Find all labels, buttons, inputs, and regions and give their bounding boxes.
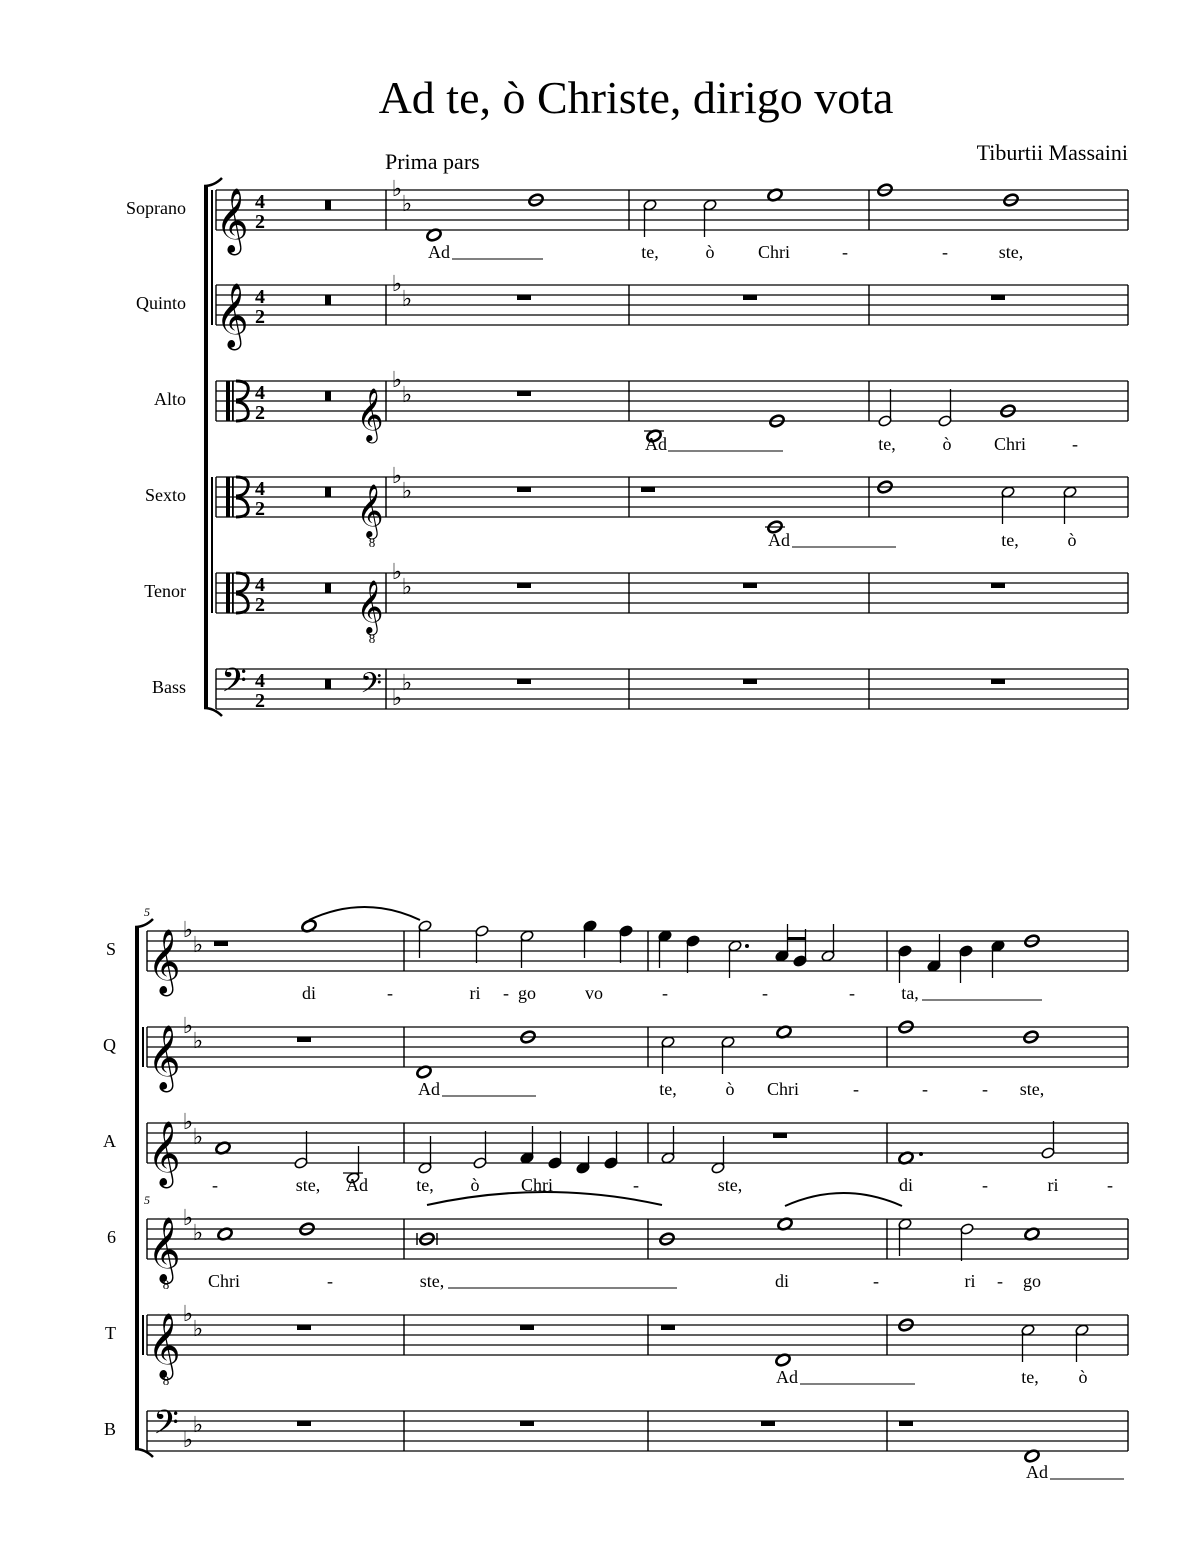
whole-rest [297,1325,311,1330]
lyric-syllable: - [842,242,848,262]
flat-sign: ♭ [192,1316,204,1341]
time-signature: 2 [255,306,265,328]
octave-mark: 8 [368,631,376,646]
flat-sign: ♭ [182,1427,194,1452]
time-signature: 2 [255,402,265,424]
lyric-syllable: ste, [717,1175,743,1195]
lyric-syllable: te, [641,242,659,262]
flat-sign: ♭ [391,367,403,392]
flat-sign: ♭ [182,1013,194,1038]
treble-clef-icon: 𝄞 [215,190,249,252]
system-1 [126,176,1128,716]
whole-rest [641,487,655,492]
lyric-syllable: - [873,1271,879,1291]
voice-label: Bass [151,677,186,697]
whole-rest [214,941,228,946]
composer-name: Tiburtii Massaini [976,140,1128,165]
flat-sign: ♭ [401,478,413,503]
whole-rest [517,583,531,588]
treble-clef-icon: 𝄞 [147,1123,181,1185]
lyric-syllable: - [387,983,393,1003]
lyric-syllable: Ad [768,530,790,550]
lyric-syllable: ste, [1019,1079,1045,1099]
octave-mark: 8 [162,1277,170,1292]
flat-sign: ♭ [401,191,413,216]
time-signature: 4 [255,286,265,308]
breve-rest [325,487,331,497]
flat-sign: ♭ [182,1109,194,1134]
flat-sign: ♭ [391,685,403,710]
whole-rest [517,487,531,492]
group-bar [211,477,213,613]
lyric-syllable: Chri [993,434,1027,454]
time-signature: 2 [255,594,265,616]
lyric-syllable: - [1107,1175,1113,1195]
whole-rest [520,1325,534,1330]
lyric-syllable: ta, [901,983,919,1003]
lyric-syllable: ste, [419,1271,445,1291]
voice-label: A [103,1131,116,1151]
piece-title: Ad te, ò Christe, dirigo vota [378,72,894,123]
flat-sign: ♭ [192,1124,204,1149]
system-2 [103,905,1128,1482]
beam [787,937,805,940]
time-signature: 2 [255,498,265,520]
time-signature: 4 [255,191,265,213]
lyric-syllable: Chri [766,1079,800,1099]
lyric-syllable: te, [659,1079,677,1099]
breve-rest [325,295,331,305]
flat-sign: ♭ [192,1412,204,1437]
c-clef-icon [226,477,230,517]
lyric-syllable: te, [1001,530,1019,550]
measure-number: 5 [144,1193,150,1207]
slur [785,1193,902,1206]
lyric-syllable: - [922,1079,928,1099]
lyric-syllable: ò [942,434,952,454]
lyric-syllable: - [633,1175,639,1195]
flat-sign: ♭ [391,463,403,488]
lyric-syllable: ò [1067,530,1077,550]
lyric-syllable: - [662,983,668,1003]
whole-rest [520,1421,534,1426]
voice-label: Sexto [144,485,186,505]
breve-rest [325,679,331,689]
whole-rest [991,679,1005,684]
lyric-syllable: te, [1021,1367,1039,1387]
whole-rest [517,679,531,684]
treble-clef-icon: 𝄞 [147,931,181,993]
treble-clef-icon: 𝄞 [356,581,384,632]
lyric-syllable: - [982,1079,988,1099]
whole-rest [991,295,1005,300]
whole-rest [773,1133,787,1138]
time-signature: 4 [255,382,265,404]
whole-rest [991,583,1005,588]
voice-label: Quinto [135,293,186,313]
lyric-syllable: - [942,242,948,262]
c-clef-icon [226,381,230,421]
voice-label: Alto [153,389,186,409]
octave-mark: 8 [162,1373,170,1388]
breve-rest [325,391,331,401]
breve-rest [325,200,331,210]
flat-sign: ♭ [192,1028,204,1053]
system-bracket [135,919,153,927]
lyric-syllable: ri [1047,1175,1059,1195]
lyric-syllable: di [898,1175,914,1195]
lyric-syllable: di [301,983,317,1003]
bass-clef-icon: 𝄢 [221,662,247,707]
lyric-syllable: ri [469,983,481,1003]
whole-rest [743,295,757,300]
whole-rest [899,1421,913,1426]
lyric-syllable: - [327,1271,333,1291]
lyric-syllable: - [503,983,509,1003]
c-clef-icon [232,381,234,421]
lyric-syllable: ste, [295,1175,321,1195]
voice-label: Q [103,1035,116,1055]
lyric-syllable: vo [585,983,603,1003]
flat-sign: ♭ [182,917,194,942]
lyric-syllable: Chri [520,1175,554,1195]
augmentation-dot [745,944,749,948]
slur [309,907,420,920]
flat-sign: ♭ [401,286,413,311]
lyric-syllable: ò [1078,1367,1088,1387]
lyric-syllable: ri [964,1271,976,1291]
treble-clef-icon: 𝄞 [147,1027,181,1089]
system-bracket [204,186,208,708]
lyric-syllable: Ad [418,1079,440,1099]
treble-clef-icon: 𝄞 [147,1219,181,1281]
lyric-syllable: di [774,1271,790,1291]
system-bracket [204,178,222,186]
group-bar [211,190,213,325]
octave-mark: 8 [368,535,376,550]
group-bar [142,1027,144,1067]
lyric-syllable: Chri [757,242,791,262]
bass-clef-icon: 𝄢 [153,1404,179,1449]
treble-clef-icon: 𝄞 [356,389,384,440]
lyric-syllable: te, [416,1175,434,1195]
lyric-syllable: go [518,983,536,1003]
lyric-syllable: - [1072,434,1078,454]
treble-clef-icon: 𝄞 [215,285,249,347]
lyric-syllable: Ad [1026,1462,1048,1482]
time-signature: 4 [255,574,265,596]
time-signature: 4 [255,478,265,500]
lyric-syllable: Chri [207,1271,241,1291]
c-clef-icon [232,477,234,517]
voice-label: S [105,939,116,959]
flat-sign: ♭ [192,1220,204,1245]
whole-rest [661,1325,675,1330]
c-clef-icon [226,573,230,613]
time-signature: 4 [255,670,265,692]
measure-number: 5 [144,905,150,919]
flat-sign: ♭ [182,1301,194,1326]
lyric-syllable: Ad [428,242,450,262]
voice-label: 6 [107,1227,116,1247]
treble-clef-icon: 𝄞 [356,485,384,536]
flat-sign: ♭ [192,932,204,957]
lyric-syllable: - [212,1175,218,1195]
lyric-syllable: go [1023,1271,1041,1291]
section-label: Prima pars [385,149,480,174]
lyric-syllable: - [853,1079,859,1099]
lyric-syllable: - [849,983,855,1003]
lyric-syllable: ò [725,1079,735,1099]
whole-rest [517,391,531,396]
voice-label: B [103,1419,116,1439]
lyric-syllable: - [997,1271,1003,1291]
flat-sign: ♭ [391,271,403,296]
lyric-syllable: Ad [776,1367,798,1387]
lyric-syllable: Ad [346,1175,368,1195]
whole-rest [297,1421,311,1426]
whole-rest [297,1037,311,1042]
group-bar [142,1315,144,1355]
whole-rest [761,1421,775,1426]
voice-label: Tenor [144,581,186,601]
whole-rest [743,583,757,588]
c-clef-icon [232,573,234,613]
lyric-syllable: ò [705,242,715,262]
flat-sign: ♭ [401,382,413,407]
system-bracket [135,1449,153,1457]
flat-sign: ♭ [182,1205,194,1230]
bass-clef-icon: 𝄢 [360,669,382,706]
lyric-syllable: te, [878,434,896,454]
lyric-syllable: Ad [645,434,667,454]
whole-rest [743,679,757,684]
voice-label: T [105,1323,116,1343]
flat-sign: ♭ [401,574,413,599]
lyric-syllable: ò [470,1175,480,1195]
treble-clef-icon: 𝄞 [147,1315,181,1377]
voice-label: Soprano [126,198,186,218]
system-bracket [135,927,139,1449]
augmentation-dot [919,1152,923,1156]
flat-sign: ♭ [401,670,413,695]
flat-sign: ♭ [391,176,403,201]
flat-sign: ♭ [391,559,403,584]
breve-rest [325,583,331,593]
lyric-syllable: - [762,983,768,1003]
whole-rest [517,295,531,300]
time-signature: 2 [255,211,265,233]
lyric-syllable: - [982,1175,988,1195]
lyric-syllable: ste, [998,242,1024,262]
time-signature: 2 [255,690,265,712]
